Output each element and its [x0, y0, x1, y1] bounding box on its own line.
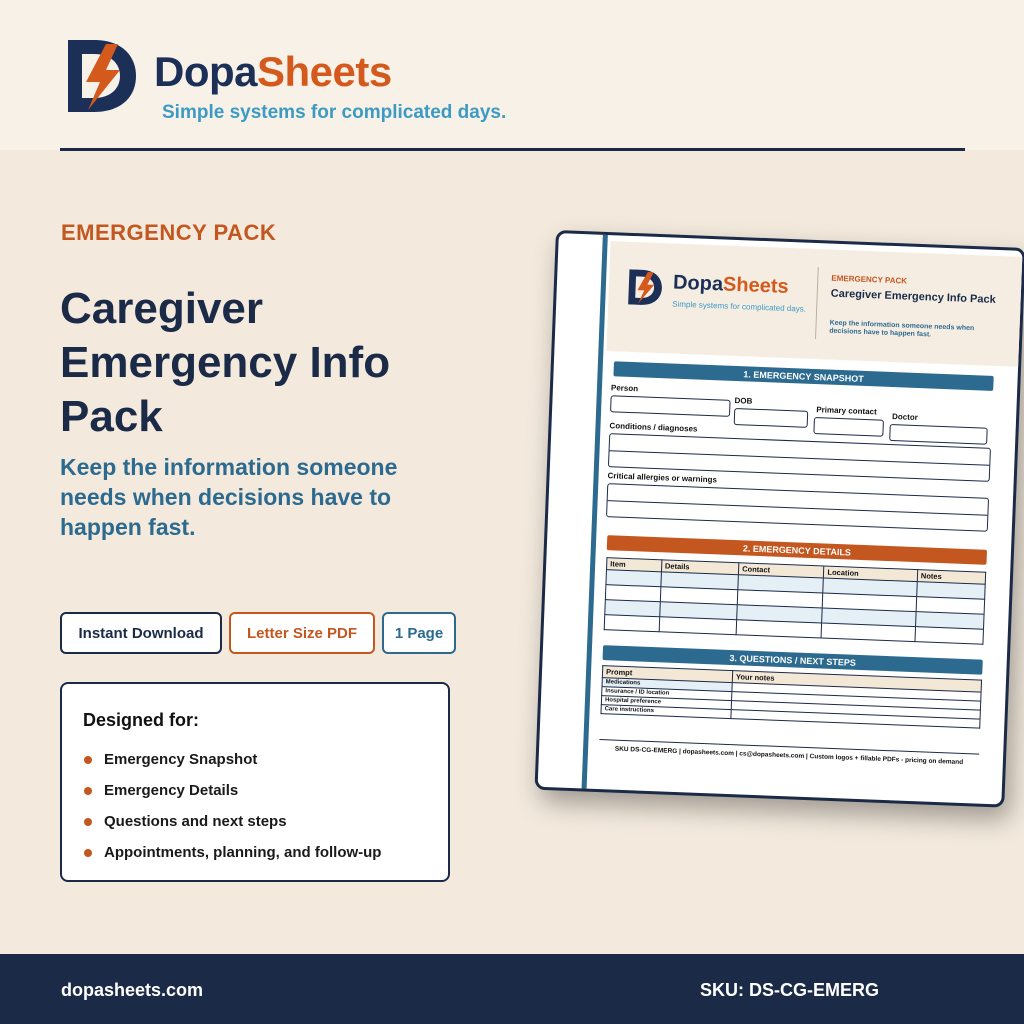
table-row[interactable]: Care instructions	[601, 705, 980, 729]
header-divider	[60, 148, 965, 151]
brand-name: DopaSheets	[154, 48, 392, 95]
table-row[interactable]: Hospital preference	[601, 696, 980, 720]
emergency-details-table	[604, 557, 987, 645]
allergies-field[interactable]	[606, 483, 989, 532]
table-header-cell: Your notes	[732, 671, 981, 693]
table-header-cell: Notes	[917, 570, 986, 585]
table-header-cell: Location	[824, 566, 918, 582]
table-row[interactable]: Medications	[602, 678, 981, 702]
primary-contact-field[interactable]	[813, 417, 884, 437]
header	[0, 0, 1024, 150]
designed-for-card	[60, 682, 450, 882]
section-1-header: 1. EMERGENCY SNAPSHOT	[613, 361, 993, 391]
bullet-icon	[84, 818, 92, 826]
questions-table	[600, 665, 982, 729]
designed-for-list	[84, 744, 381, 868]
list-item: Emergency Snapshot	[84, 744, 381, 775]
footer-bar	[0, 954, 1024, 1024]
sheet-subtitle: Keep the information someone needs when decisions have to happen fast.	[829, 319, 975, 339]
label-dob: DOB	[734, 395, 753, 406]
sheet-brand-name: DopaSheets	[672, 271, 790, 298]
list-item: Appointments, planning, and follow-up	[84, 837, 381, 868]
bullet-icon	[84, 849, 92, 857]
designed-for-heading: Designed for:	[83, 710, 200, 730]
label-person: Person	[610, 383, 639, 394]
table-header-cell: Contact	[738, 563, 824, 578]
sheet-page	[535, 230, 1024, 808]
sheet-tagline: Simple systems for complicated days.	[672, 299, 807, 314]
badge-instant-download: Instant Download	[60, 612, 222, 654]
product-subtitle: Keep the information someone needs when decisions have to happen fast.	[60, 454, 398, 540]
list-item: Emergency Details	[84, 775, 381, 806]
label-doctor: Doctor	[891, 412, 919, 423]
product-title: Caregiver Emergency Info Pack	[60, 284, 391, 441]
table-header-cell: Prompt	[602, 666, 732, 683]
footer-website[interactable]: dopasheets.com	[61, 980, 204, 1000]
person-field[interactable]	[610, 395, 731, 417]
dopasheets-logo-icon	[626, 266, 664, 309]
label-allergies: Critical allergies or warnings	[607, 471, 718, 485]
dopasheets-logo-icon	[64, 36, 138, 116]
table-header-cell: Details	[661, 560, 739, 575]
label-primary-contact: Primary contact	[816, 405, 877, 417]
table-header-cell: Item	[606, 558, 661, 572]
sheet-title: Caregiver Emergency Info Pack	[830, 287, 996, 306]
section-2-header: 2. EMERGENCY DETAILS	[607, 535, 987, 565]
badge-letter-size-pdf: Letter Size PDF	[229, 612, 375, 654]
table-row[interactable]: Insurance / ID location	[602, 687, 981, 711]
footer-sku: SKU: DS-CG-EMERG	[700, 980, 879, 1000]
bullet-icon	[84, 787, 92, 795]
doctor-field[interactable]	[889, 424, 988, 445]
bullet-icon	[84, 756, 92, 764]
label-conditions: Conditions / diagnoses	[609, 421, 698, 434]
sheet-eyebrow: EMERGENCY PACK	[831, 273, 908, 286]
sheet-header-divider	[815, 267, 819, 339]
badge-page-count: 1 Page	[382, 612, 456, 654]
section-3-header: 3. QUESTIONS / NEXT STEPS	[603, 645, 983, 675]
brand-tagline: Simple systems for complicated days.	[162, 102, 507, 123]
dob-field[interactable]	[734, 408, 809, 428]
category-label: EMERGENCY PACK	[61, 220, 277, 245]
sheet-preview	[535, 230, 1024, 808]
list-item: Questions and next steps	[84, 806, 381, 837]
sheet-header	[606, 241, 1024, 367]
sheet-footer: SKU DS-CG-EMERG | dopasheets.com | cs@dopasheets.com | Custom logos + fillable PDFs - pricing on demand	[614, 745, 964, 767]
